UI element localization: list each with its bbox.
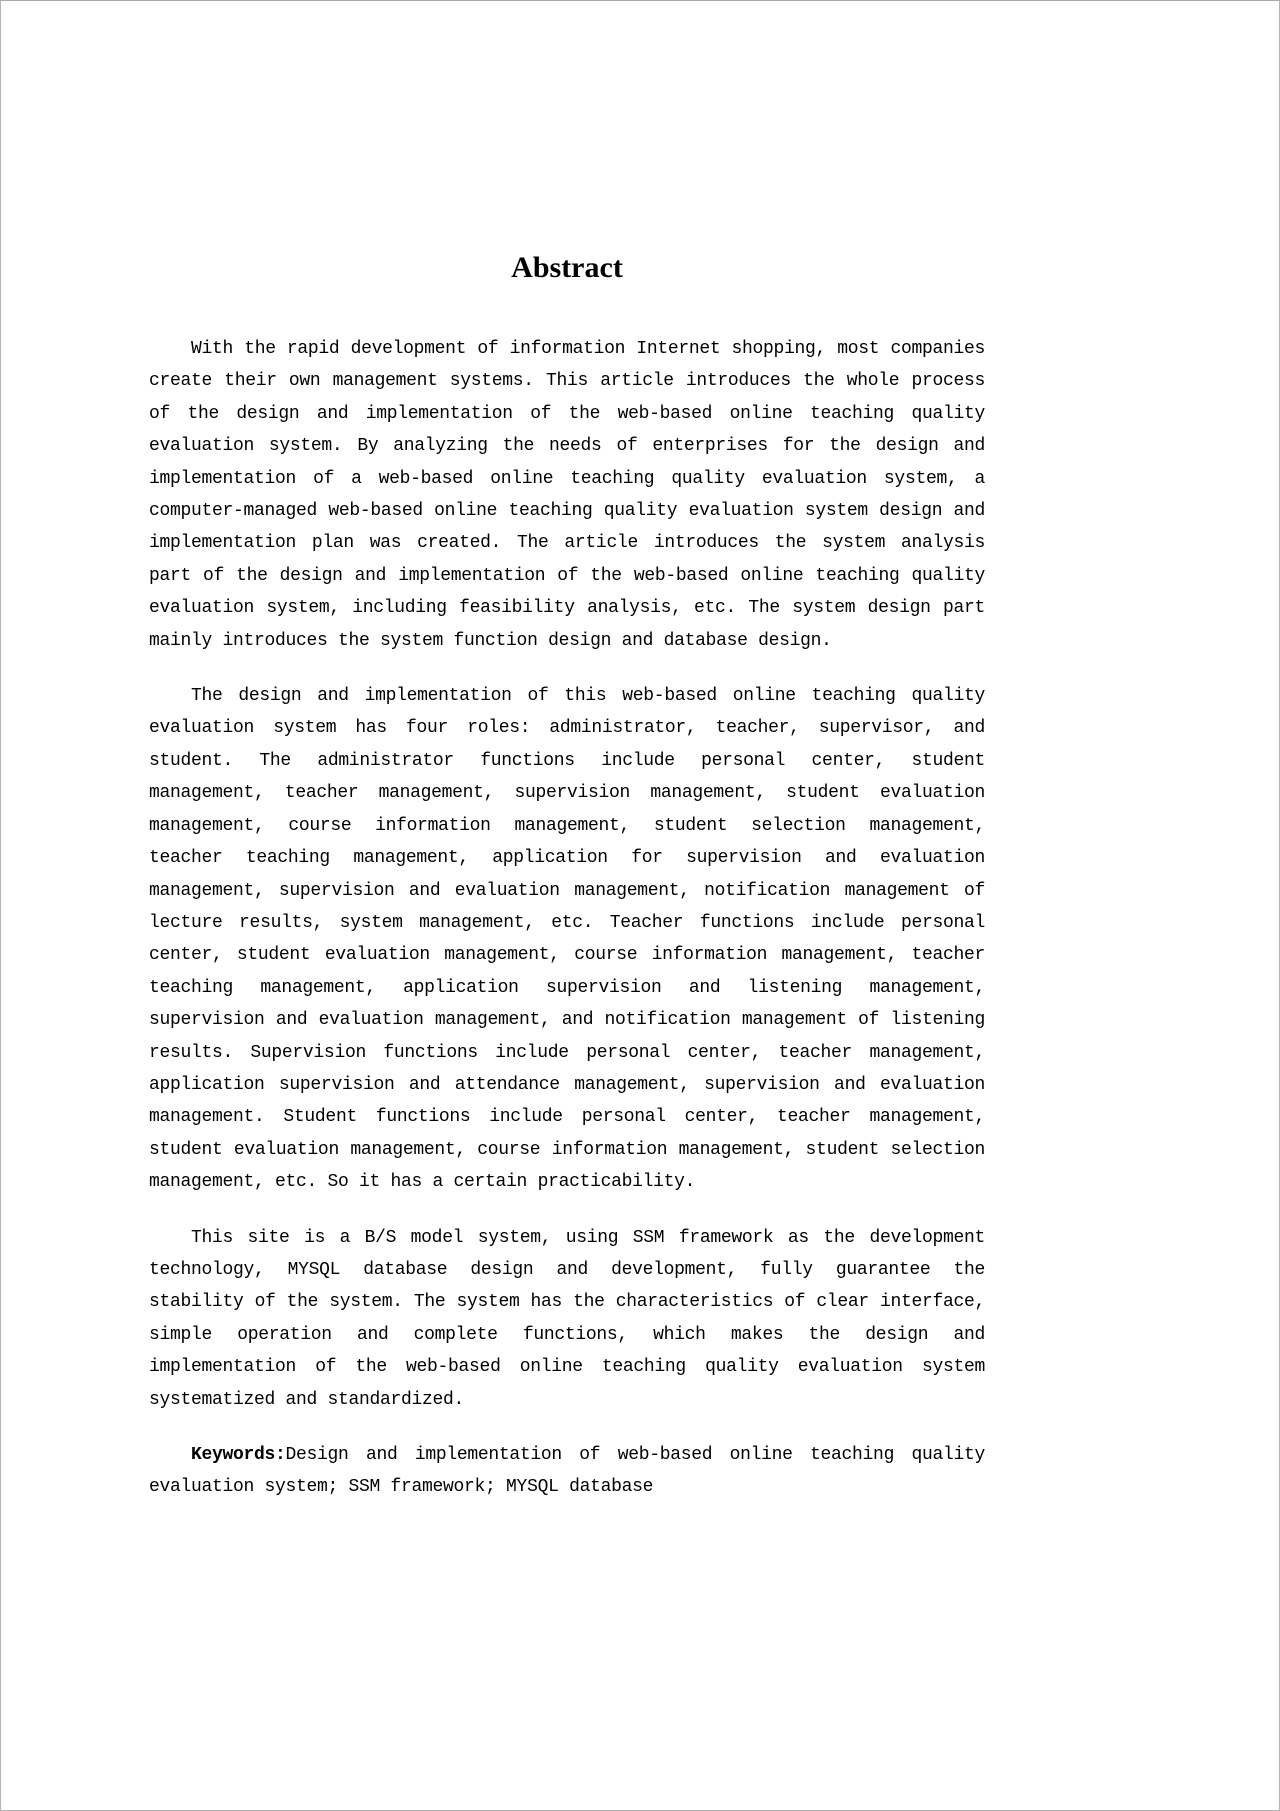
keywords-text: Design and implementation of web-based online teaching quality evaluation system; SSM framework; MYSQL database [149, 1445, 985, 1498]
abstract-body [149, 333, 985, 1504]
keywords-label: Keywords: [191, 1445, 286, 1465]
abstract-paragraph-3: This site is a B/S model system, using SSM framework as the development technology, MYSQL database design and development, fully guarantee the stability of the system. The system has the characteristics of clear interface, simple operation and complete functions, which makes the design and implementation of the web-based online teaching quality evaluation system systematized and standardized. [149, 1227, 985, 1410]
abstract-paragraph-2: The design and implementation of this web-based online teaching quality evaluation system has four roles: administrator, teacher, supervisor, and student. The administrator functions include personal center, student management, teacher management, supervision management, student evaluation management, course information management, student selection management, teacher teaching management, application for supervision and evaluation management, supervision and evaluation management, notification management of lecture results, system management, etc. Teacher functions include personal center, student evaluation management, course information management, teacher teaching management, application supervision and listening management, supervision and evaluation management, and notification management of listening results. Supervision functions include personal center, teacher management, application supervision and attendance management, supervision and evaluation management. Student functions include personal center, teacher management, student evaluation management, course information management, student selection management, etc. So it has a certain practicability. [149, 686, 985, 1193]
abstract-section [1, 1, 1279, 1504]
abstract-paragraph-1: With the rapid development of information Internet shopping, most companies create their own management systems. This article introduces the whole process of the design and implementation of the web-based online teaching quality evaluation system. By analyzing the needs of enterprises for the design and implementation of a web-based online teaching quality evaluation system, a computer-managed web-based online teaching quality evaluation system design and implementation plan was created. The article introduces the system analysis part of the design and implementation of the web-based online teaching quality evaluation system, including feasibility analysis, etc. The system design part mainly introduces the system function design and database design. [149, 339, 985, 651]
page-title: Abstract [511, 251, 623, 284]
keywords-line [149, 1439, 985, 1504]
